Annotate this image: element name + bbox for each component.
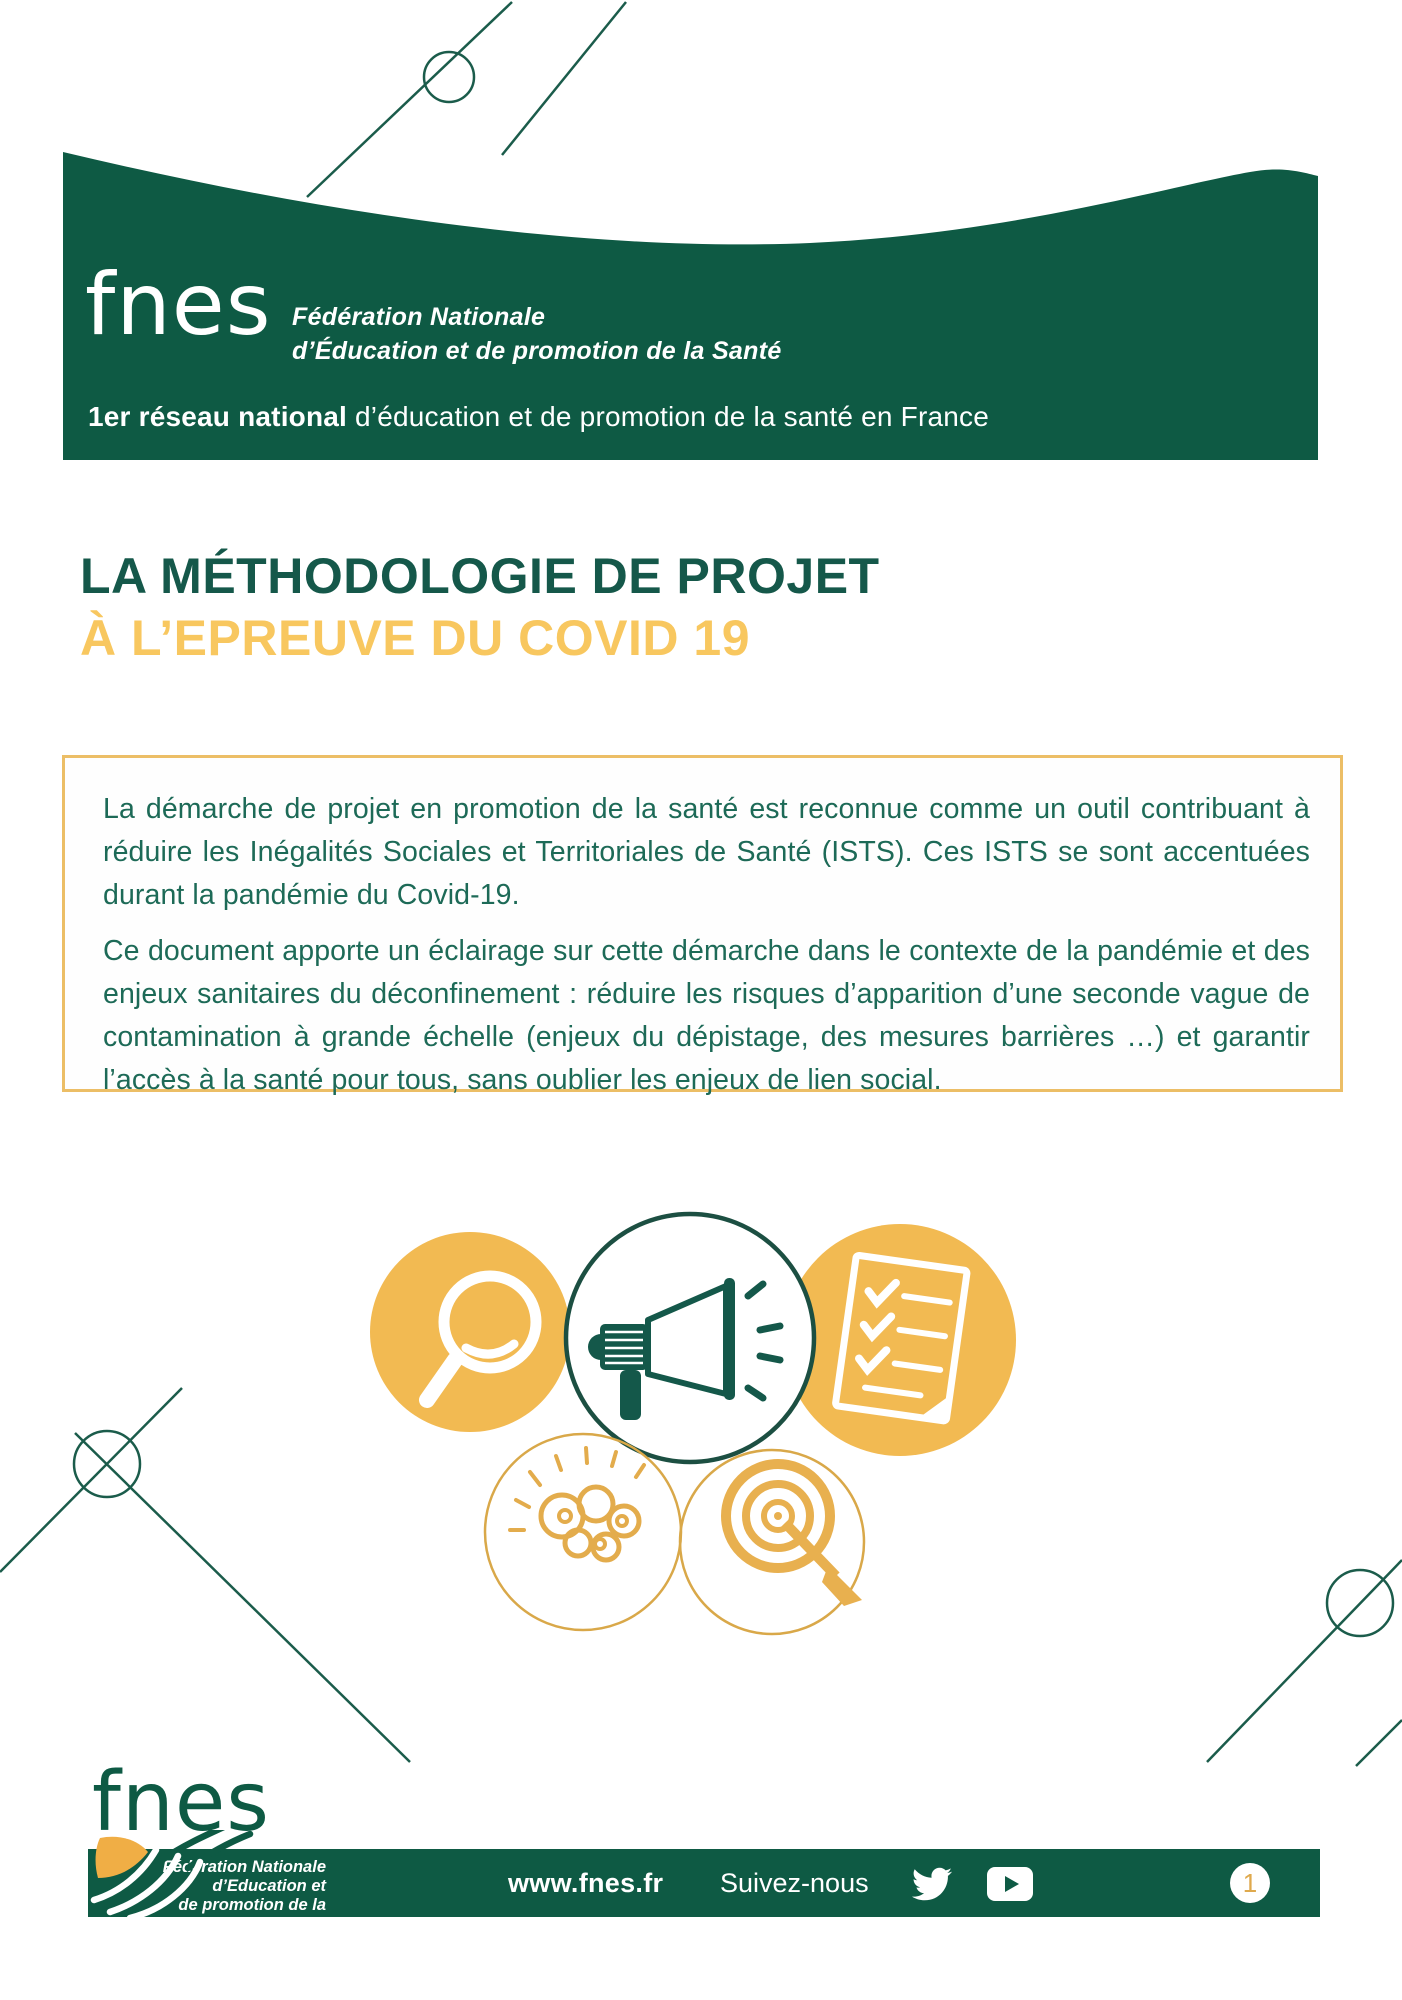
follow-us-label: Suivez-nous — [720, 1868, 869, 1898]
footer-tagline-line1: Fédération Nationale — [162, 1858, 326, 1876]
header-subtitle — [88, 400, 989, 434]
footer-tagline-line3: de promotion de la Santé — [178, 1896, 326, 1933]
fnes-logo-text: fnes — [85, 255, 272, 355]
page-title-line2: À L’EPREUVE DU COVID 19 — [80, 610, 750, 666]
footer-tagline-line2: d’Education et — [212, 1877, 326, 1895]
footer-fnes-logo-text: fnes — [92, 1755, 271, 1850]
twitter-icon[interactable] — [908, 1864, 956, 1904]
page-number-badge — [1230, 1863, 1270, 1903]
methodology-illustration — [330, 1195, 1050, 1665]
brain-gears-icon — [485, 1434, 681, 1630]
youtube-icon[interactable] — [986, 1866, 1034, 1902]
footer-fnes-logo — [92, 1755, 271, 1850]
page-title-line1: LA MÉTHODOLOGIE DE PROJET — [80, 548, 880, 604]
header-tagline-line1: Fédération Nationale — [292, 303, 546, 331]
intro-paragraph-1: La démarche de projet en promotion de la santé est reconnue comme un outil contribuant à réduire les Inégalités Sociales et Territoriales de Santé (ISTS). Ces ISTS se sont accentuées durant la pandémie du Covid-19. — [103, 793, 1310, 911]
header-subtitle-bold: 1er réseau national — [88, 401, 348, 432]
fnes-logo — [85, 255, 272, 355]
header-tagline-line2: d’Éducation et de promotion de la Santé — [292, 337, 782, 365]
intro-paragraph-2: Ce document apporte un éclairage sur cette démarche dans le contexte de la pandémie et des enjeux sanitaires du déconfinement : réduire les risques d’apparition d’une seconde vague de contamination à grande échelle (enjeux du dépistage, des mesures barrières …) et garantir l’accès à la santé pour tous, sans oublier les enjeux de lien social. — [103, 935, 1310, 1096]
page-number: 1 — [1242, 1868, 1258, 1898]
bottom-left-decor-lines — [0, 1375, 420, 1770]
target-arrow-icon — [680, 1450, 864, 1634]
bottom-right-decor-lines — [1150, 1545, 1402, 1780]
page-title — [80, 545, 880, 669]
website-link[interactable]: www.fnes.fr — [508, 1868, 664, 1898]
intro-box — [62, 755, 1343, 1096]
header-subtitle-rest: d’éducation et de promotion de la santé en France — [347, 401, 989, 432]
checklist-icon — [784, 1224, 1016, 1456]
megaphone-icon — [566, 1214, 814, 1462]
header-tagline — [292, 300, 782, 368]
